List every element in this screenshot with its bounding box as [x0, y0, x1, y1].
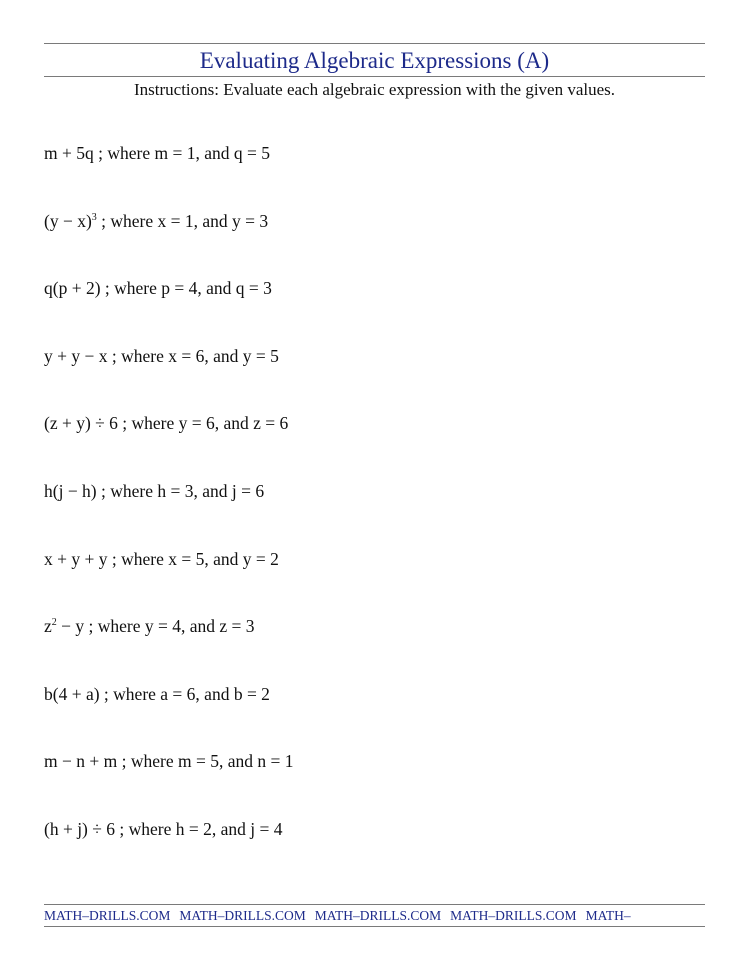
- footer-brand: MATH–: [585, 908, 631, 923]
- problem-expression: (y − x): [44, 210, 92, 231]
- instructions: Instructions: Evaluate each algebraic expression with the given values.: [133, 80, 616, 99]
- problem-4: [44, 344, 684, 412]
- top-rule: [44, 43, 705, 44]
- problem-values: ; where x = 5, and y = 2: [107, 548, 279, 569]
- problem-5: [44, 411, 684, 479]
- problem-values: ; where m = 5, and n = 1: [117, 751, 294, 772]
- problem-2: [44, 209, 684, 277]
- problem-expression: h(j − h): [44, 480, 97, 501]
- problem-7: [44, 547, 684, 615]
- problem-11: [44, 817, 684, 885]
- problem-values: ; where a = 6, and b = 2: [99, 683, 270, 704]
- problem-10: [44, 749, 684, 817]
- problem-values: ; where h = 3, and j = 6: [96, 480, 265, 501]
- footer-brand: MATH–DRILLS.COM: [44, 908, 171, 923]
- problem-expression: z: [44, 616, 52, 637]
- footer-brand: MATH–DRILLS.COM: [179, 908, 306, 923]
- problem-expression: y + y − x: [44, 345, 108, 366]
- problem-expression: (z + y) ÷ 6: [44, 413, 118, 434]
- problem-values: ; where h = 2, and j = 4: [115, 818, 283, 839]
- worksheet-title: Evaluating Algebraic Expressions (A): [199, 48, 550, 73]
- footer-top-rule: [44, 904, 705, 905]
- problem-values: − y ; where y = 4, and z = 3: [56, 616, 255, 637]
- problem-values: ; where x = 6, and y = 5: [107, 345, 279, 366]
- problem-list: [44, 141, 684, 885]
- footer-brand: MATH–DRILLS.COM: [314, 908, 442, 923]
- problem-values: ; where p = 4, and q = 3: [100, 278, 272, 299]
- problem-expression: m + 5q: [44, 143, 94, 163]
- problem-expression: (h + j) ÷ 6: [44, 818, 115, 839]
- problem-6: [44, 479, 684, 547]
- problem-3: [44, 276, 684, 344]
- problem-expression: x + y + y: [44, 548, 108, 569]
- footer-bottom-rule: [44, 926, 705, 927]
- problem-exponent: 2: [51, 617, 57, 629]
- problem-expression: b(4 + a): [44, 683, 100, 704]
- title-underline: [44, 76, 705, 77]
- problem-expression: m − n + m: [44, 751, 118, 772]
- problem-values: ; where m = 1, and q = 5: [93, 143, 270, 163]
- footer-brand: MATH–DRILLS.COM: [450, 908, 577, 923]
- footer-watermark: [44, 906, 705, 926]
- problem-values: ; where y = 6, and z = 6: [117, 413, 289, 434]
- problem-1: [44, 141, 684, 209]
- problem-8: [44, 614, 684, 682]
- problem-9: [44, 682, 684, 750]
- problem-exponent: 3: [91, 211, 97, 223]
- problem-expression: q(p + 2): [44, 278, 101, 299]
- problem-values: ; where x = 1, and y = 3: [96, 210, 269, 231]
